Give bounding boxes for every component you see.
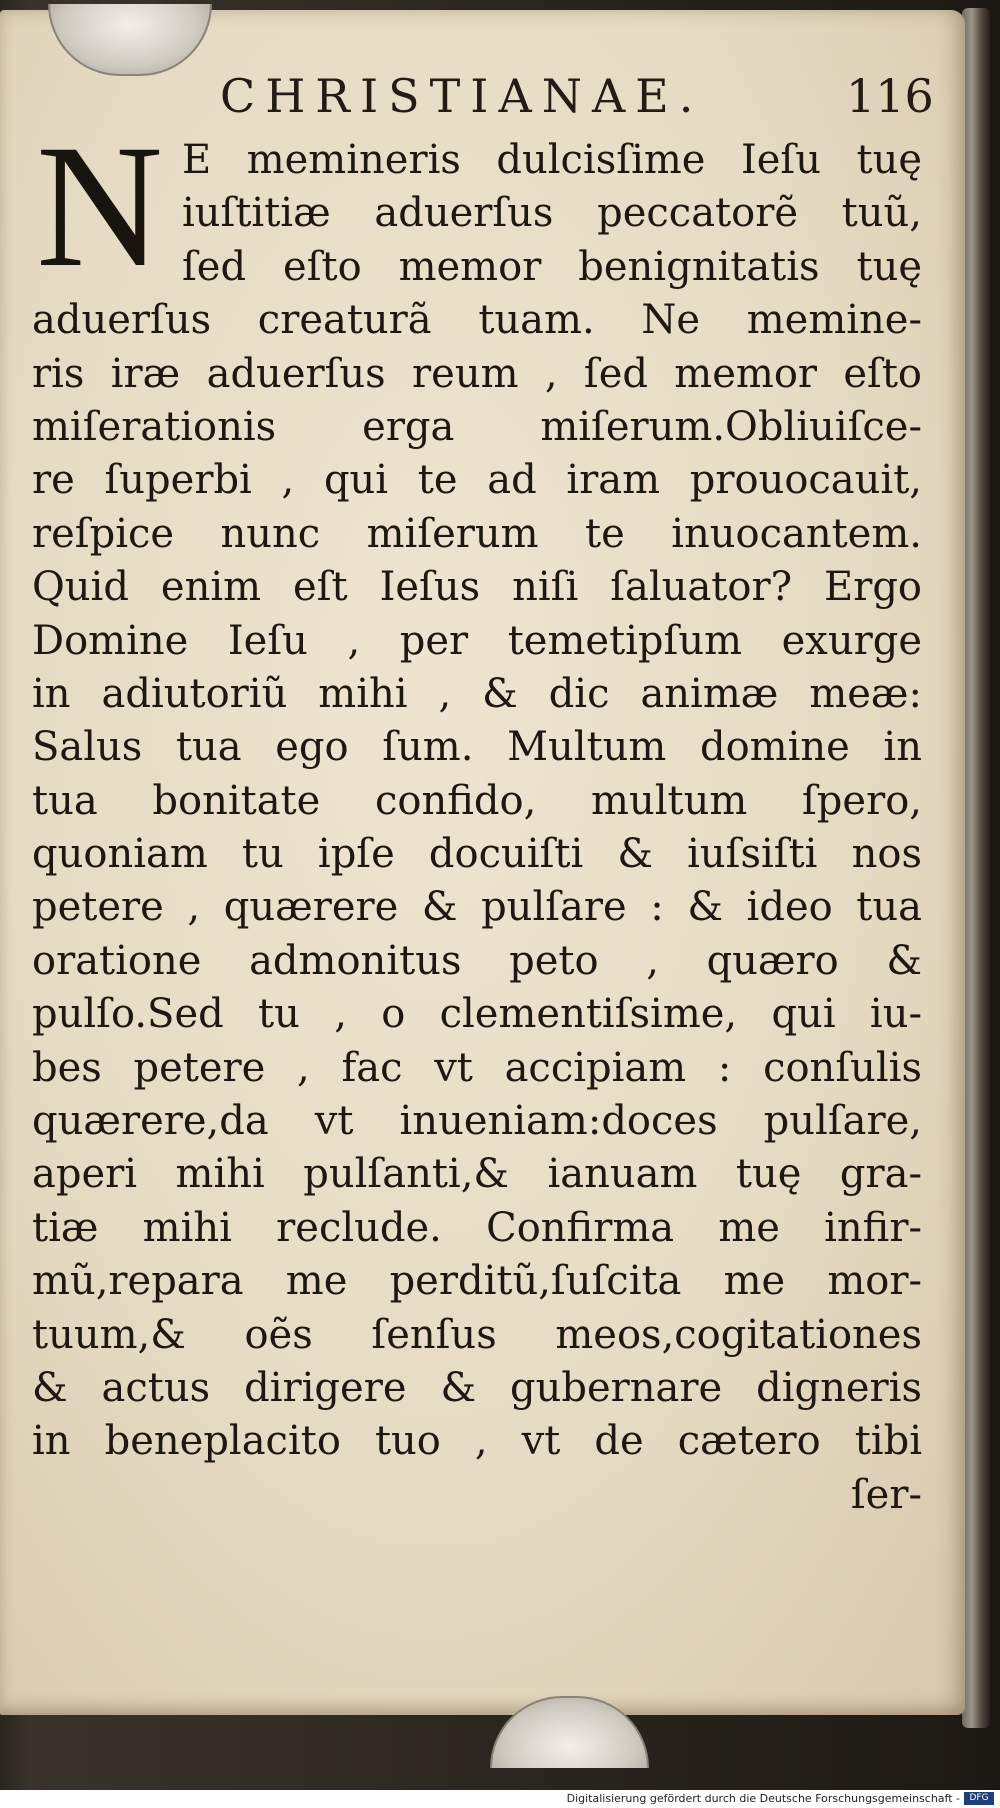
footer-bar xyxy=(0,1790,1000,1808)
text-line: in adiutoriũ mihi , & dic animæ meæ: xyxy=(32,670,922,717)
drop-cap-initial: N xyxy=(36,109,164,304)
text-line: aduerſus creaturã tuam. Ne memine- xyxy=(32,297,922,344)
text-line: Salus tua ego ſum. Multum domine in xyxy=(32,724,922,771)
text-line: tuum,& oẽs ſenſus meos,cogitationes xyxy=(32,1311,922,1358)
text-line: E memineris dulcisſime Ieſu tuę xyxy=(182,137,922,183)
running-head: CHRISTIANAE. xyxy=(220,69,704,123)
text-line: Quid enim eſt Ieſus niſi ſaluator? Ergo xyxy=(32,564,922,611)
text-line: quoniam tu ipſe docuiſti & iuſsiſti nos xyxy=(32,831,922,878)
text-line: petere , quærere & pulſare : & ideo tua xyxy=(32,884,922,931)
page-number: 116 xyxy=(846,69,934,123)
dfg-logo: DFG xyxy=(964,1792,994,1805)
text-line: oratione admonitus peto , quæro & xyxy=(32,937,922,984)
text-line: reſpice nunc miſerum te inuocantem. xyxy=(32,510,922,557)
body-text xyxy=(32,109,922,1522)
text-line: tua bonitate confido, multum ſpero, xyxy=(32,777,922,824)
text-line: iuſtitiæ aduerſus peccatorẽ tuũ, xyxy=(182,190,922,237)
text-line: in beneplacito tuo , vt de cætero tibi xyxy=(32,1418,922,1465)
text-line: Domine Ieſu , per temetipſum exurge xyxy=(32,617,922,664)
text-line: bes petere , fac vt accipiam : conſulis xyxy=(32,1044,922,1091)
text-line: ris iræ aduerſus reum , ſed memor eſto xyxy=(32,350,922,397)
text-line: mũ,repara me perditũ,ſuſcita me mor- xyxy=(32,1258,922,1305)
text-line: quærere,da vt inueniam:doces pulſare, xyxy=(32,1098,922,1145)
text-line: aperi mihi pulſanti,& ianuam tuę gra- xyxy=(32,1151,922,1198)
catchword: ſer- xyxy=(850,1471,922,1518)
text-line: tiæ mihi reclude. Confirma me infir- xyxy=(32,1204,922,1251)
text-line: ſed eſto memor benignitatis tuę xyxy=(182,243,922,290)
text-line: pulſo.Sed tu , o clementiſsime, qui iu- xyxy=(32,991,922,1038)
funding-credit: Digitalisierung gefördert durch die Deutsche Forschungsgemeinschaft - xyxy=(566,1792,960,1805)
text-line: re ſuperbi , qui te ad iram prouocauit, xyxy=(32,457,922,504)
text-line: & actus dirigere & gubernare digneris xyxy=(32,1364,922,1411)
glass-clip-bottom xyxy=(490,1696,649,1768)
book-page xyxy=(0,10,965,1715)
text-line: miſerationis erga miſerum.Obliuiſce- xyxy=(32,403,922,450)
book-page-edge xyxy=(962,8,990,1728)
